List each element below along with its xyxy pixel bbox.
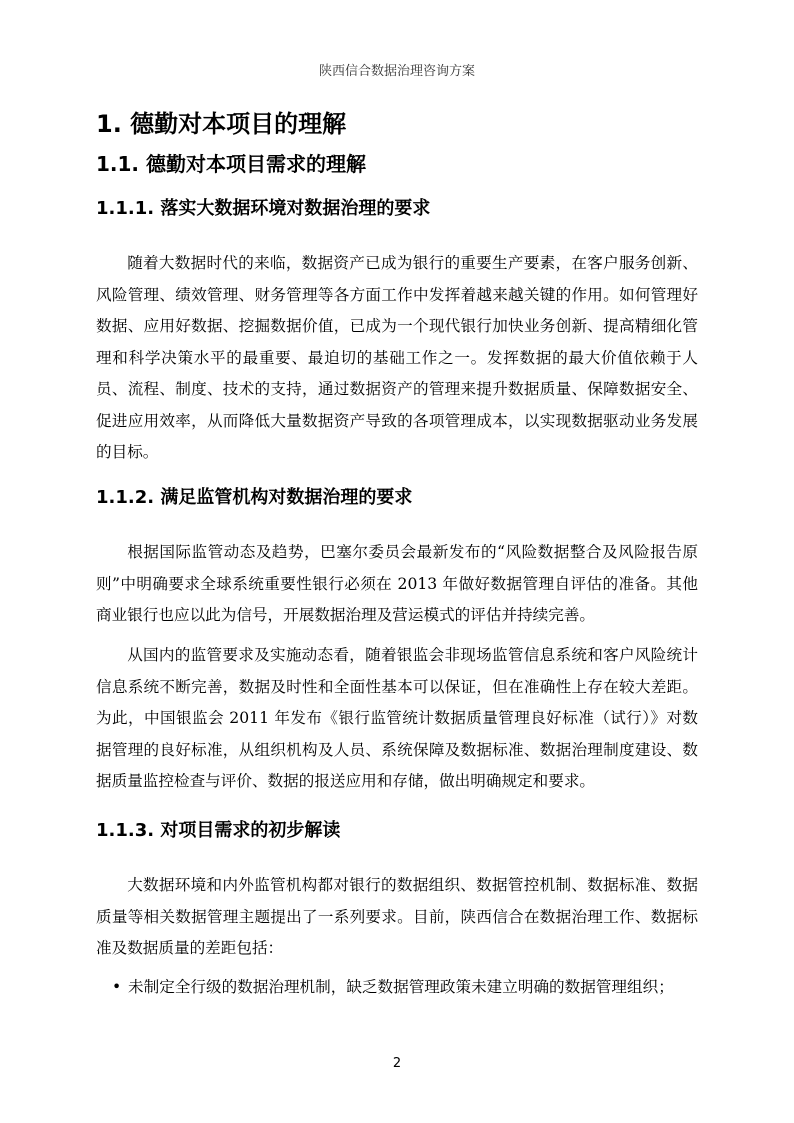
heading-1-1-2: 1.1.2. 满足监管机构对数据治理的要求 [96, 487, 413, 508]
running-header: 陕西信合数据治理咨询方案 [318, 64, 475, 79]
heading-1-1: 1.1. 德勤对本项目需求的理解 [96, 152, 366, 176]
page-number: 2 [392, 1056, 402, 1071]
paragraph-basel: 根据国际监管动态及趋势，巴塞尔委员会最新发布的“风险数据整合及风险报告原则”中明确要求全球系统重要性银行必须在 2013 年做好数据管理自评估的准备。其他商业银行也应以此为信号，开展数据治理及营运模式的评估并持续完善。 [96, 543, 698, 624]
heading-1-1-3: 1.1.3. 对项目需求的初步解读 [96, 820, 341, 841]
paragraph-big-data: 随着大数据时代的来临，数据资产已成为银行的重要生产要素，在客户服务创新、风险管理、绩效管理、财务管理等各方面工作中发挥着越来越关键的作用。如何管理好数据、应用好数据、挖掘数据价值，已成为一个现代银行加快业务创新、提高精细化管理和科学决策水平的最重要、最迫切的基础工作之一。发挥数据的最大价值依赖于人员、流程、制度、技术的支持，通过数据资产的管理来提升数据质量、保障数据安全、促进应用效率，从而降低大量数据资产导致的各项管理成本，以实现数据驱动业务发展的目标。 [96, 254, 698, 461]
header-rule [96, 86, 696, 87]
heading-1-1-1: 1.1.1. 落实大数据环境对数据治理的要求 [96, 198, 431, 219]
paragraph-requirements: 大数据环境和内外监管机构都对银行的数据组织、数据管控机制、数据标准、数据质量等相关数据管理主题提出了一系列要求。目前，陕西信合在数据治理工作、数据标准及数据质量的差距包括： [96, 876, 698, 957]
paragraph-domestic-regulation: 从国内的监管要求及实施动态看，随着银监会非现场监管信息系统和客户风险统计信息系统不断完善，数据及时性和全面性基本可以保证，但在准确性上存在较大差距。为此，中国银监会 2011 年发布《银行监管统计数据质量管理良好标准（试行）》对数据管理的良好标准，从组织机构及人员、系统保障及数据标准、数据治理制度建设、数据质量监控检查与评价、数据的报送应用和存储，做出明确规定和要求。 [96, 646, 698, 790]
bullet-item: 未制定全行级的数据治理机制，缺乏数据管理政策未建立明确的数据管理组织； [128, 978, 674, 996]
bullet-marker: • [112, 978, 122, 996]
bullet-list [0, 972, 794, 1036]
heading-1: 1. 德勤对本项目的理解 [96, 110, 347, 138]
